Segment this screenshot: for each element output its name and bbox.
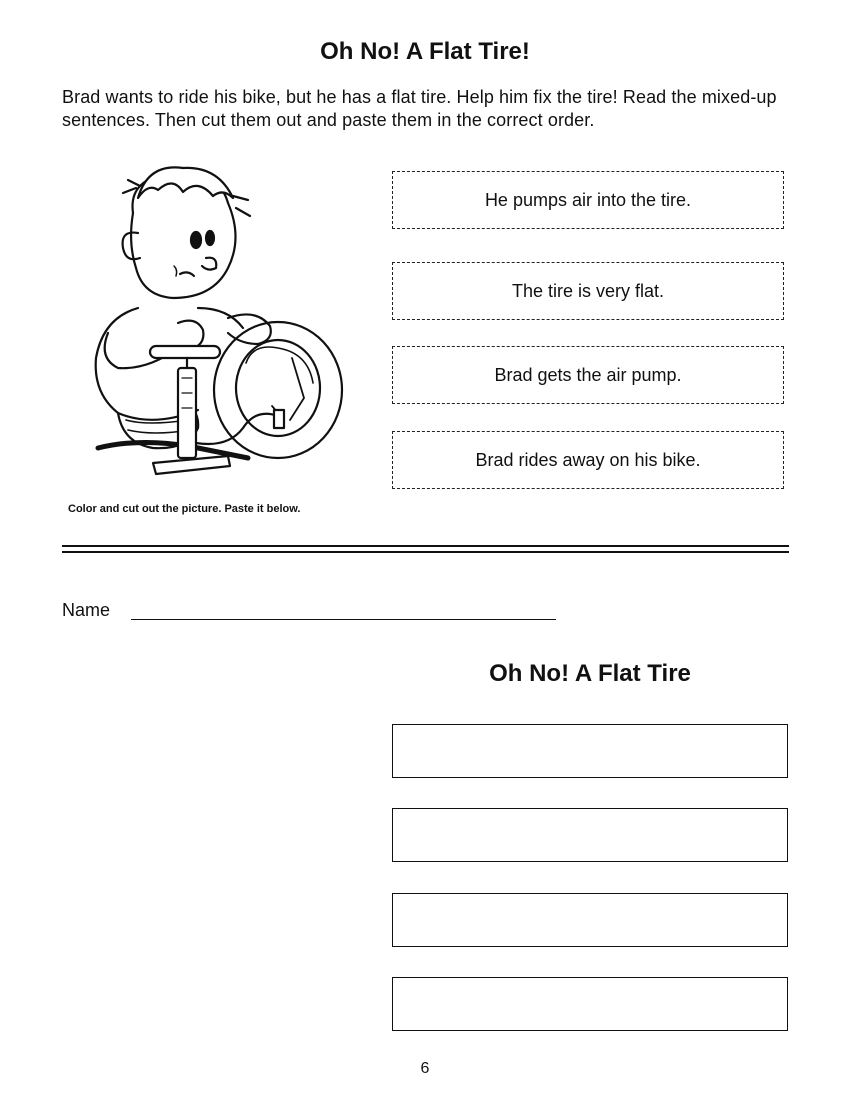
paste-box	[392, 893, 788, 947]
sentence-strip: The tire is very flat.	[392, 262, 784, 320]
sentence-strip: Brad rides away on his bike.	[392, 431, 784, 489]
page-number: 6	[420, 1060, 430, 1077]
instructions: Brad wants to ride his bike, but he has a flat tire. Help him fix the tire! Read the mixed-up sentences. Then cut them out and paste them in the correct order.	[62, 87, 777, 130]
cut-line-top	[62, 545, 789, 547]
paste-box	[392, 724, 788, 778]
worksheet-title: Oh No! A Flat Tire!	[320, 38, 530, 65]
sentence-strip: Brad gets the air pump.	[392, 346, 784, 404]
name-line	[131, 619, 556, 620]
picture-caption: Color and cut out the picture. Paste it below.	[68, 503, 301, 515]
cut-line-bottom	[62, 551, 789, 553]
name-label: Name	[62, 600, 111, 620]
answer-title: Oh No! A Flat Tire	[489, 660, 691, 687]
sentence-strip: He pumps air into the tire.	[392, 171, 784, 229]
boy-pumping-tire-illustration	[78, 158, 368, 488]
paste-box	[392, 808, 788, 862]
paste-box	[392, 977, 788, 1031]
